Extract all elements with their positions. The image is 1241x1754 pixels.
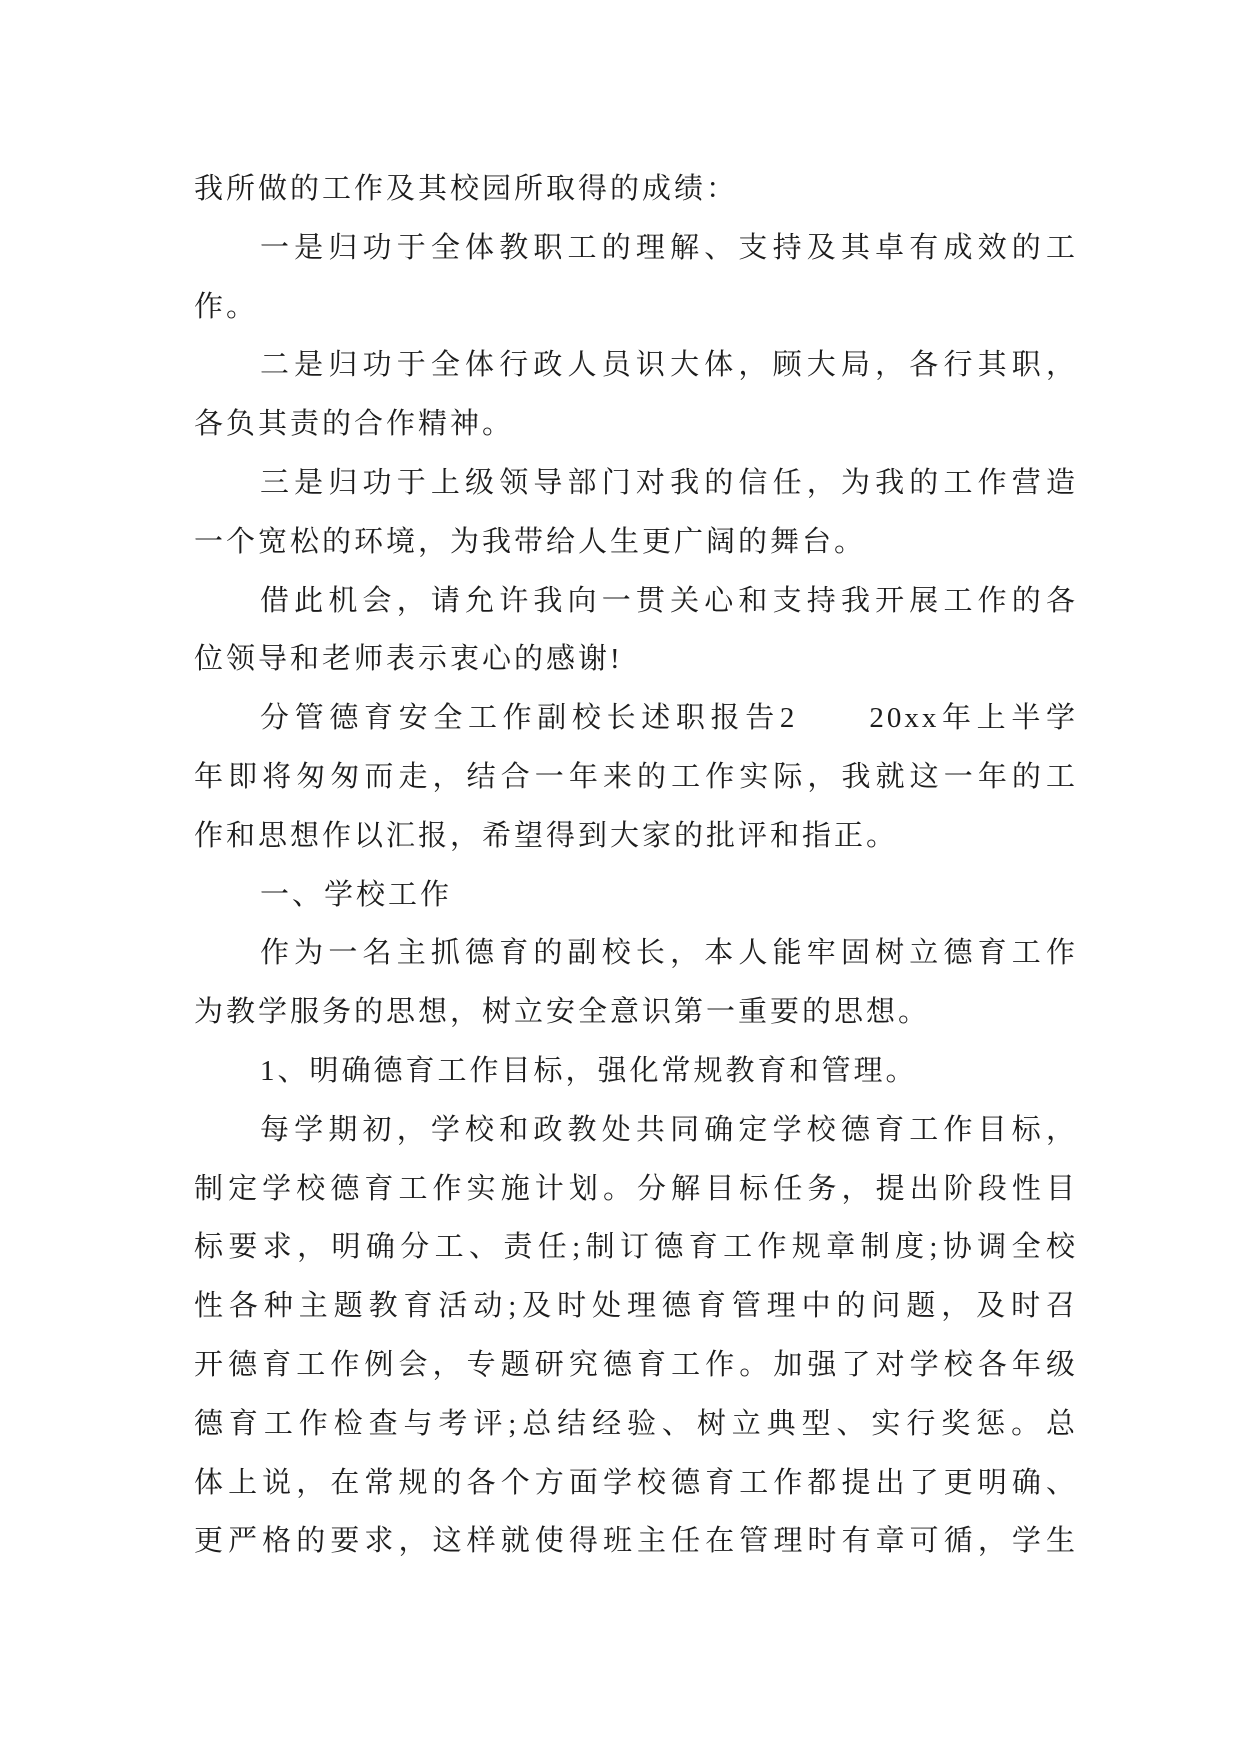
text-line: 性各种主题教育活动;及时处理德育管理中的问题，及时召 xyxy=(194,1290,1078,1323)
text-line: 我所做的工作及其校园所取得的成绩： xyxy=(194,173,739,205)
paragraph xyxy=(194,689,1078,865)
text-line: 年即将匆匆而走，结合一年来的工作实际，我就这一年的工 xyxy=(194,760,1078,793)
text-line: 德育工作检查与考评;总结经验、树立典型、实行奖惩。总 xyxy=(194,1407,1078,1440)
text-line: 作。 xyxy=(194,290,259,323)
text-line: 一、学校工作 xyxy=(260,878,453,911)
text-line: 每学期初，学校和政教处共同确定学校德育工作目标， xyxy=(260,1113,1078,1146)
text-line: 分管德育安全工作副校长述职报告2 20xx年上半学 xyxy=(260,702,1078,735)
text-line: 一个宽松的环境，为我带给人生更广阔的舞台。 xyxy=(194,525,867,558)
paragraph xyxy=(194,572,1078,690)
text-line: 1、明确德育工作目标，强化常规教育和管理。 xyxy=(260,1054,918,1087)
text-line: 体上说，在常规的各个方面学校德育工作都提出了更明确、 xyxy=(194,1466,1078,1499)
paragraph xyxy=(194,336,1078,454)
text-line: 为教学服务的思想，树立安全意识第一重要的思想。 xyxy=(194,996,931,1029)
subsection-heading xyxy=(194,1042,1078,1101)
paragraph xyxy=(194,160,1078,219)
paragraph xyxy=(194,924,1078,1042)
document-body xyxy=(194,160,1078,1571)
text-line: 二是归功于全体行政人员识大体，顾大局，各行其职， xyxy=(260,349,1078,382)
text-line: 借此机会，请允许我向一贯关心和支持我开展工作的各 xyxy=(260,584,1078,617)
text-line: 各负其责的合作精神。 xyxy=(194,408,515,441)
text-line: 三是归功于上级领导部门对我的信任，为我的工作营造 xyxy=(260,466,1078,499)
section-heading xyxy=(194,866,1078,925)
text-line: 制定学校德育工作实施计划。分解目标任务，提出阶段性目 xyxy=(194,1172,1078,1205)
paragraph xyxy=(194,219,1078,337)
text-line: 更严格的要求，这样就使得班主任在管理时有章可循，学生 xyxy=(194,1525,1078,1558)
text-line: 一是归功于全体教职工的理解、支持及其卓有成效的工 xyxy=(260,231,1078,264)
paragraph xyxy=(194,1101,1078,1571)
text-line: 开德育工作例会，专题研究德育工作。加强了对学校各年级 xyxy=(194,1348,1078,1381)
paragraph xyxy=(194,454,1078,572)
text-line: 作和思想作以汇报，希望得到大家的批评和指正。 xyxy=(194,819,899,852)
text-line: 位领导和老师表示衷心的感谢! xyxy=(194,643,623,676)
text-line: 标要求，明确分工、责任;制订德育工作规章制度;协调全校 xyxy=(194,1231,1078,1264)
text-line: 作为一名主抓德育的副校长，本人能牢固树立德育工作 xyxy=(260,937,1078,970)
